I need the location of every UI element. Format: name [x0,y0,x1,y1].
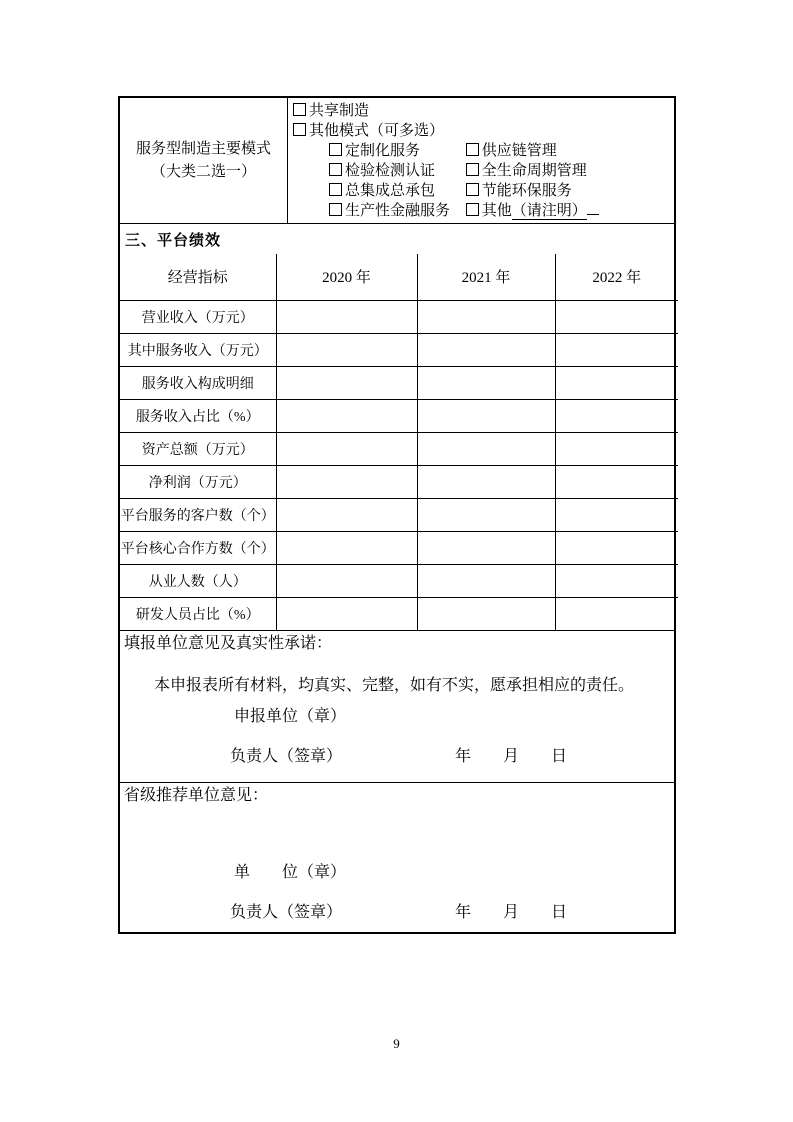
checkbox-option-lifecycle-management[interactable] [466,163,587,179]
checkbox-icon[interactable] [329,183,342,196]
value-cell-2021[interactable] [417,300,555,333]
checkbox-icon[interactable] [293,103,306,116]
performance-table [120,254,678,630]
value-cell-2020[interactable] [276,498,417,531]
checkbox-label: 生产性金融服务 [345,203,451,219]
value-cell-2021[interactable] [417,498,555,531]
metric-label: 研发人员占比（%） [120,597,276,630]
value-cell-2020[interactable] [276,333,417,366]
checkbox-icon[interactable] [466,143,479,156]
column-header-2022: 2022 年 [555,254,678,300]
value-cell-2022[interactable] [555,465,678,498]
column-header-metric: 经营指标 [120,254,276,300]
value-cell-2021[interactable] [417,564,555,597]
other-note-blank[interactable] [587,214,599,215]
value-cell-2020[interactable] [276,300,417,333]
checkbox-label: 全生命周期管理 [481,163,587,179]
manufacturing-mode-section [120,98,674,223]
checkbox-label: 其他 [481,203,512,219]
value-cell-2022[interactable] [555,531,678,564]
value-cell-2022[interactable] [555,399,678,432]
value-cell-2020[interactable] [276,531,417,564]
checkbox-label: 供应链管理 [481,143,557,159]
checkbox-label: 共享制造 [309,103,370,119]
value-cell-2022[interactable] [555,564,678,597]
table-row [120,465,678,498]
mode-options-cell [288,98,674,223]
checkbox-option-general-contracting[interactable] [329,181,462,201]
checkbox-icon[interactable] [466,163,479,176]
value-cell-2022[interactable] [555,300,678,333]
value-cell-2020[interactable] [276,399,417,432]
performance-section-header [120,223,674,254]
metric-label: 服务收入占比（%） [120,399,276,432]
checkbox-label: 定制化服务 [345,143,421,159]
mode-sub-options-row [293,141,674,161]
checkbox-option-shared-manufacturing[interactable] [293,101,674,121]
mode-label-line2: （大类二选一） [150,163,256,180]
declaration-title: 填报单位意见及真实性承诺： [124,635,333,652]
value-cell-2021[interactable] [417,366,555,399]
mode-sub-options-row [293,201,674,221]
application-form-table [118,96,676,934]
value-cell-2022[interactable] [555,432,678,465]
checkbox-option-other[interactable] [466,203,599,219]
metric-label: 其中服务收入（万元） [120,333,276,366]
mode-sub-options-row [293,181,674,201]
value-cell-2021[interactable] [417,531,555,564]
table-row [120,597,678,630]
value-cell-2021[interactable] [417,399,555,432]
metric-label: 净利润（万元） [120,465,276,498]
checkbox-label: 检验检测认证 [345,163,436,179]
declaration-statement: 本申报表所有材料，均真实、完整，如有不实，愿承担相应的责任。 [154,677,635,694]
metric-label: 服务收入构成明细 [120,366,276,399]
checkbox-label: 总集成总承包 [345,183,436,199]
table-row [120,366,678,399]
table-row [120,498,678,531]
value-cell-2022[interactable] [555,597,678,630]
checkbox-label: 其他模式（可多选） [309,123,445,139]
value-cell-2021[interactable] [417,465,555,498]
column-header-2020: 2020 年 [276,254,417,300]
table-row [120,432,678,465]
value-cell-2022[interactable] [555,498,678,531]
table-row [120,333,678,366]
value-cell-2020[interactable] [276,597,417,630]
recommendation-section [120,782,674,932]
value-cell-2020[interactable] [276,366,417,399]
applicant-unit-seal-label: 申报单位（章） [234,708,347,725]
table-header-row [120,254,678,300]
table-row [120,531,678,564]
page-number: 9 [393,1036,400,1051]
date-line: 年 月 日 [455,748,568,765]
other-note-label: （请注明） [511,203,587,219]
checkbox-icon[interactable] [466,183,479,196]
value-cell-2021[interactable] [417,597,555,630]
table-row [120,399,678,432]
checkbox-icon[interactable] [466,203,479,216]
checkbox-option-supply-chain-management[interactable] [466,143,557,159]
mode-sub-options-row [293,161,674,181]
metric-label: 营业收入（万元） [120,300,276,333]
checkbox-icon[interactable] [329,163,342,176]
performance-section-title: 三、平台绩效 [125,232,222,249]
metric-label: 平台服务的客户数（个） [120,498,276,531]
value-cell-2022[interactable] [555,366,678,399]
value-cell-2021[interactable] [417,333,555,366]
value-cell-2020[interactable] [276,564,417,597]
mode-label-line1: 服务型制造主要模式 [135,140,271,157]
checkbox-option-productive-finance-service[interactable] [329,201,462,221]
metric-label: 平台核心合作方数（个） [120,531,276,564]
value-cell-2022[interactable] [555,333,678,366]
date-line: 年 月 日 [455,904,568,921]
value-cell-2020[interactable] [276,465,417,498]
value-cell-2021[interactable] [417,432,555,465]
responsible-person-signature-label: 负责人（签章） [230,748,343,765]
metric-label: 资产总额（万元） [120,432,276,465]
checkbox-option-inspection-testing-certification[interactable] [329,161,462,181]
recommending-unit-seal-label: 单 位（章） [234,864,347,881]
metric-label: 从业人数（人） [120,564,276,597]
checkbox-label: 节能环保服务 [481,183,572,199]
checkbox-option-energy-saving-service[interactable] [466,183,572,199]
responsible-person-signature-label: 负责人（签章） [230,904,343,921]
declaration-section [120,630,674,782]
checkbox-option-customized-service[interactable] [329,141,462,161]
column-header-2021: 2021 年 [417,254,555,300]
checkbox-icon[interactable] [329,203,342,216]
table-row [120,300,678,333]
checkbox-option-other-modes[interactable] [293,121,674,141]
checkbox-icon[interactable] [329,143,342,156]
checkbox-icon[interactable] [293,123,306,136]
value-cell-2020[interactable] [276,432,417,465]
mode-label-cell [120,98,288,223]
table-row [120,564,678,597]
recommendation-title: 省级推荐单位意见： [124,787,269,804]
